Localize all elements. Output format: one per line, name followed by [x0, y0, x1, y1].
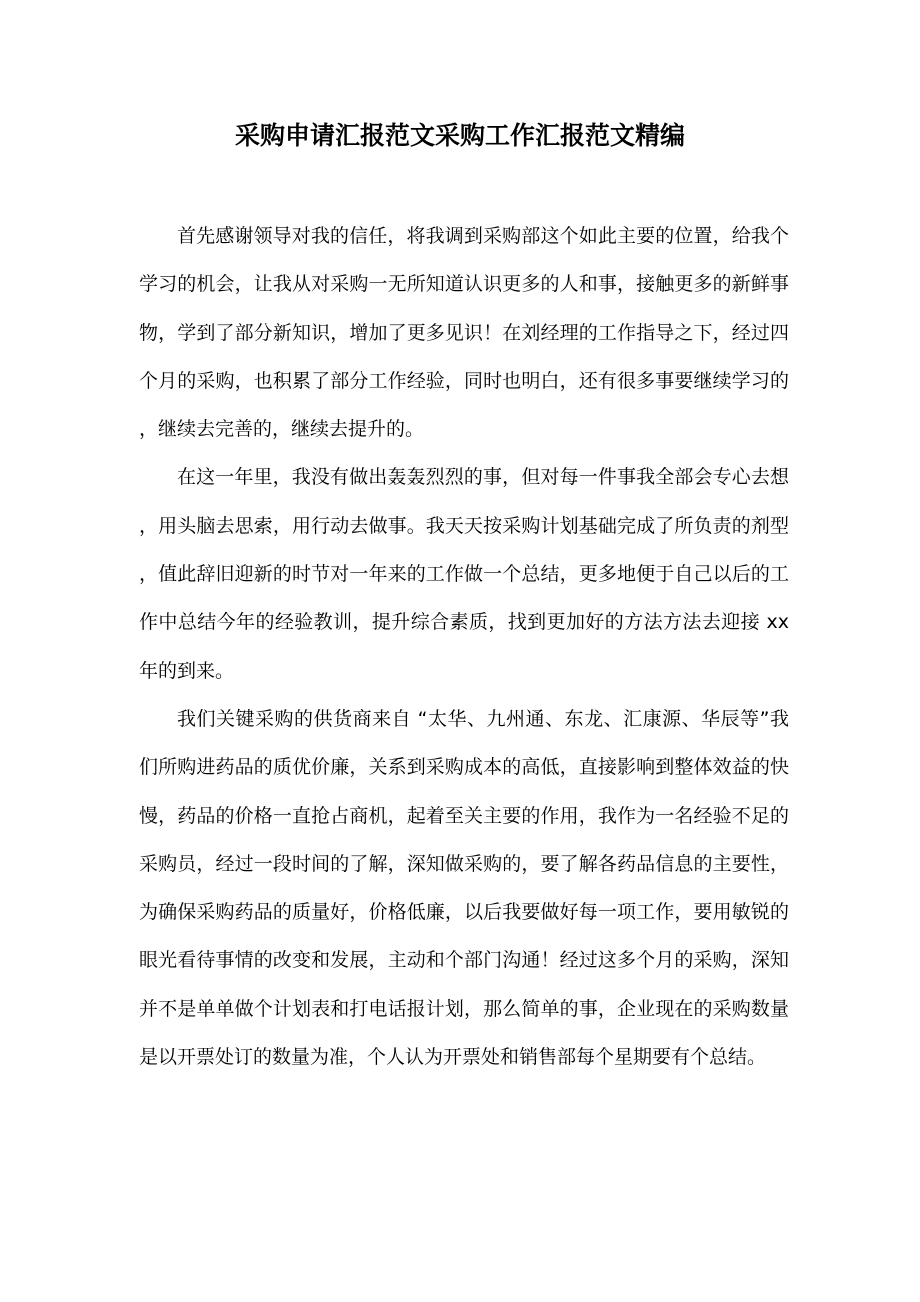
paragraph: 在这一年里，我没有做出轰轰烈烈的事，但对每一件事我全部会专心去想，用头脑去思索，用行动去做事。我天天按采购计划基础完成了所负责的剂型，值此辞旧迎新的时节对一年来的工作做一个总结，更多地便于自己以后的工作中总结今年的经验教训，提升综合素质，找到更加好的方法方法去迎接 xx 年的到来。: [139, 466, 789, 682]
document-title: 采购申请汇报范文采购工作汇报范文精编: [234, 121, 685, 150]
paragraph: 我们关键采购的供货商来自 “太华、九州通、东龙、汇康源、华辰等”我们所购进药品的质优价廉，关系到采购成本的高低，直接影响到整体效益的快慢，药品的价格一直抢占商机，起着至关主要的作用，我作为一名经验不足的采购员，经过一段时间的了解，深知做采购的，要了解各药品信息的主要性，为确保采购药品的质量好，价格低廉，以后我要做好每一项工作，要用敏锐的眼光看待事情的改变和发展，主动和个部门沟通！经过这多个月的采购，深知并不是单单做个计划表和打电话报计划，那么简单的事，企业现在的采购数量是以开票处订的数量为准，个人认为开票处和销售部每个星期要有个总结。: [139, 707, 789, 1069]
paragraph: 首先感谢领导对我的信任，将我调到采购部这个如此主要的位置，给我个学习的机会，让我从对采购一无所知道认识更多的人和事，接触更多的新鲜事物，学到了部分新知识，增加了更多见识！在刘经理的工作指导之下，经过四个月的采购，也积累了部分工作经验，同时也明白，还有很多事要继续学习的，继续去完善的，继续去提升的。: [139, 225, 789, 441]
document-body: [139, 212, 789, 1081]
